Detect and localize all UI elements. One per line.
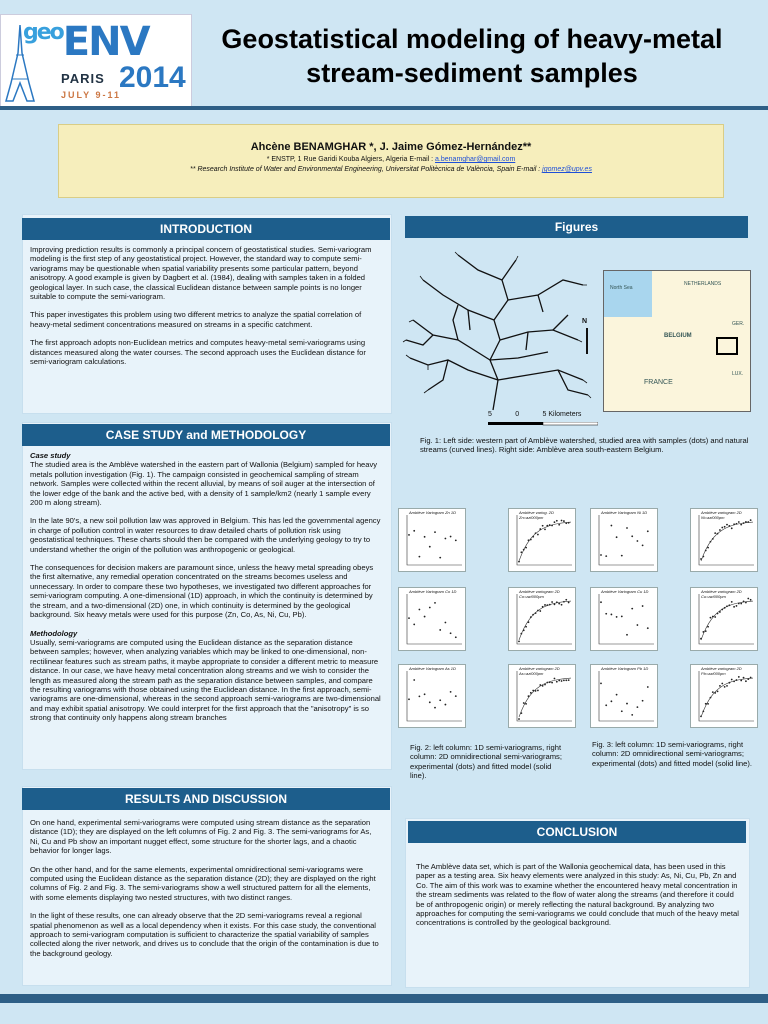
map-label: GER. bbox=[732, 321, 745, 327]
variogram-graph bbox=[690, 664, 758, 728]
fig1-caption: Fig. 1: Left side: western part of Amblève watershed, studied area with samples (dots) and natural streams (curved lines). Right side: Amblève area south-eastern Belgium. bbox=[420, 436, 749, 455]
variogram-title: Amblève Variogram Zn 1D bbox=[409, 510, 456, 515]
intro-paragraph: This paper investigates this problem using two different metrics to analyze the spatial correlation of heavy-metal sediment concentrations measured on streams in a specific catchment. bbox=[30, 310, 362, 329]
variogram-graph bbox=[508, 508, 576, 572]
intro-paragraph: Improving prediction results is commonly a principal concern of geostatistical studies. Semi-variogram modeling is the first step of any geostatistical project. However, the standard way to compute semi-variograms may be questionable when spatial variability presents some particular pattern, beyond anisotropy. A good example is given by Dagbert et al. (1984), dealing with samples taken in a folded geological layer. In such case, the classical Euclidean distance between sample points is no longer suitable to compute the semi-variogram. bbox=[30, 245, 372, 302]
geoenv-logo bbox=[0, 14, 192, 108]
variogram-title: Amblève variogram 2D Co=azi000pm bbox=[519, 589, 560, 599]
map-label: BELGIUM bbox=[664, 333, 692, 339]
variogram-graph bbox=[398, 508, 466, 572]
map-label: LUX. bbox=[732, 371, 744, 377]
logo-geo-text: geo bbox=[23, 20, 63, 45]
variogram-title: Amblève variogram 2D As=azi000pm bbox=[519, 666, 560, 676]
scale-label: 5 bbox=[542, 411, 547, 418]
results-paragraph: In the light of these results, one can already observe that the 2D semi-variograms reveal a regional spatial phenomenon as well as a local dependency when it exists. For this case study, the conventional approach to semi-variogram computation is sufficient to characterize the spatial variability of samples collected along the river network, and drives us to conclude that the origin of the contamination is due to the background geology. bbox=[30, 911, 379, 958]
variogram-graph bbox=[398, 587, 466, 651]
fig2-caption: Fig. 2: left column: 1D semi-variograms, right column: 2D omnidirectional semi-variograms; experimental (dots) and fitted model (solid line). bbox=[410, 743, 562, 781]
scale-label: 5 bbox=[488, 411, 492, 418]
intro-paragraph: The first approach adopts non-Euclidean metrics and computes heavy-metal semi-variograms using distances measured along the water courses. The second approach uses the Euclidean distance for semi-variogram calculations. bbox=[30, 338, 366, 367]
case-paragraph: Usually, semi-variograms are computed using the Euclidean distance as the separation distance between samples; however, when analyzing variables which may be linked to one-dimensional, non-rectilinear features such as stream paths, it maybe appropriate to consider a different metric to measure distance. In our case, we have heavy metal concentration along streams and we wish to consider the length as measured along the stream path as the separation distance between samples, and compare the resulting variograms with those obtained using the Euclidean distance. In the first approach, semi-variograms are one-dimensional, whereas in the second approach semi-variograms are two-dimensional and may exhibit spatial anisotropy. We could interpret for the first approach that the "anisotropy" is so strong that continuity only happens along stream branches bbox=[30, 637, 381, 723]
fig3-caption: Fig. 3: left column: 1D semi-variograms, right column: 2D omnidirectional semi-variograms; experimental (dots) and fitted model (solid line). bbox=[592, 740, 752, 768]
logo-year: 2014 bbox=[119, 61, 186, 94]
introduction-heading: INTRODUCTION bbox=[22, 218, 390, 240]
study-area-box bbox=[716, 337, 738, 355]
belgium-location-map bbox=[603, 270, 751, 412]
variogram-graph bbox=[398, 664, 466, 728]
scale-bar-graphic bbox=[488, 422, 598, 428]
north-sea-area bbox=[604, 271, 652, 317]
map-label: FRANCE bbox=[644, 379, 673, 386]
map-label: North Sea bbox=[610, 285, 633, 291]
authors-box bbox=[58, 124, 724, 198]
variogram-graph bbox=[690, 508, 758, 572]
variogram-title: Amblève Variogram Ni 1D bbox=[601, 510, 648, 515]
results-text bbox=[30, 818, 382, 967]
variogram-graph bbox=[690, 587, 758, 651]
scale-label: 0 bbox=[515, 411, 520, 418]
affiliation-2: ** Research Institute of Water and Environmental Engineering, Universitat Politècnica de València, Spain E-mail : jgomez@upv.es bbox=[190, 166, 592, 173]
results-paragraph: On one hand, experimental semi-variograms were computed using stream distance as the separation distance (1D); they are displayed on the left columns of Fig. 2 and Fig. 3. The semi-variograms for As, Ni, Cu and Pb show an important nugget effect, some structure for the shorter lags, and a chaotic behavior for longer lags. bbox=[30, 818, 372, 856]
variogram-graph bbox=[590, 508, 658, 572]
case-study-heading: CASE STUDY and METHODOLOGY bbox=[22, 424, 390, 446]
conclusion-text: The Amblève data set, which is part of the Wallonia geochemical data, has been used in this paper as a testing area. Six heavy elements were analyzed in this study: As, Ni, Cu, Pb, Zn and Co. The aim of this work was to examine whether the encountered heavy metal concentration in the stream sediments was related to the flow of water along the streams (and therefore it could be of anthropogenic origin) or merely reflecting the natural background. By analyzing two approaches for computing the semi-variograms we could conclude that much of the heavy metal concentrations is controlled by the geological background. bbox=[416, 862, 739, 928]
variogram-title: Amblève Variogram Co 1D bbox=[409, 589, 457, 594]
variogram-graph bbox=[508, 587, 576, 651]
email-link-1[interactable]: a.benamghar@gmail.com bbox=[435, 156, 516, 163]
introduction-text bbox=[30, 245, 382, 375]
conclusion-heading: CONCLUSION bbox=[408, 821, 746, 843]
map-scale-bar bbox=[488, 411, 600, 418]
logo-dates: JULY 9-11 bbox=[61, 90, 122, 100]
north-arrow-icon bbox=[586, 328, 588, 354]
north-label: N bbox=[582, 318, 588, 325]
case-paragraph: In the late 90's, a new soil pollution law was approved in Belgium. This has led the governmental agency in charge of pollution control in water resources to draw detailed charts of pollution risk using geostatistical techniques. These charts should then be compared with the underlying geology to try to understand whether the origin of the pollution was anthropogenic or geological. bbox=[30, 516, 381, 554]
variogram-graph bbox=[508, 664, 576, 728]
logo-env-text: ENV bbox=[62, 19, 149, 65]
author-names: Ahcène BENAMGHAR *, J. Jaime Gómez-Hernández** bbox=[250, 141, 532, 153]
variogram-title: Amblève Variogram Pb 1D bbox=[601, 666, 649, 671]
case-paragraph: The consequences for decision makers are paramount since, unless the heavy metal spreading obeys the first alternative, any remedial operation concentrated on the streams becomes useless and unnecessary. In order to compare these two hypotheses, we investigated two different approaches for semi-variogram computing. A one-dimensional (1D) approach, in which the continuity is determined by the stream, and a two-dimensional (2D) one, in which continuity is determined by the geological background. Six heavy metals were used for this purpose (Zn, Co, As, Ni, Cu, Pb). bbox=[30, 563, 374, 620]
variogram-title: Amblève Variogram As 1D bbox=[409, 666, 456, 671]
subheading-methodology: Methodology bbox=[30, 628, 78, 638]
top-divider bbox=[0, 106, 768, 110]
variogram-title: Amblève variogram 2D Pb=azi000pm bbox=[701, 666, 742, 676]
figures-heading: Figures bbox=[405, 216, 748, 238]
variogram-graph bbox=[590, 587, 658, 651]
subheading-case-study: Case study bbox=[30, 451, 71, 460]
variogram-graph bbox=[590, 664, 658, 728]
map-label: NETHERLANDS bbox=[684, 281, 722, 287]
ambleve-watershed-map bbox=[398, 240, 598, 420]
title-line-1: Geostatistical modeling of heavy-metal bbox=[221, 24, 723, 54]
case-study-text bbox=[30, 451, 382, 732]
case-paragraph: The studied area is the Amblève watershed in the eastern part of Wallonia (Belgium) sampled for heavy metals pollution investigation (Fig. 1). The campaign consisted in geochemical sampling of stream network. Samples were collected within the recent alluvial, by means of soil auger at the intersection of the lower edge of the bank and the active bed, with a density of 1 sample/km2 (nearly 1 sample every 200 m along stream). bbox=[30, 460, 378, 508]
affiliation-1: * ENSTP, 1 Rue Garidi Kouba Algiers, Algeria E-mail : a.benamghar@gmail.com bbox=[266, 156, 516, 163]
logo-city: PARIS bbox=[61, 71, 105, 86]
bottom-divider bbox=[0, 994, 768, 1003]
results-heading: RESULTS AND DISCUSSION bbox=[22, 788, 390, 810]
variogram-title: Amblève variog. 2D Zn=azi000pm bbox=[519, 510, 554, 520]
email-link-2[interactable]: jgomez@upv.es bbox=[542, 166, 592, 173]
results-paragraph: On the other hand, and for the same elements, experimental omnidirectional semi-variograms were computed using the Euclidean distance as the separation distance (2D); they are displayed on the right columns of Fig. 2 and Fig. 3. The semi-variograms show a well structured pattern for all the elements, with some elements displaying two nested structures, with two distinct ranges. bbox=[30, 864, 376, 902]
title-line-2: stream-sediment samples bbox=[306, 58, 638, 88]
variogram-title: Amblève Variogram Cu 1D bbox=[601, 589, 649, 594]
scale-label: Kilometers bbox=[548, 411, 582, 418]
variogram-title: Amblève variogram 2D Cu=azi000pm bbox=[701, 589, 742, 599]
variogram-title: Amblève variogram 2D Ni=azi000pm bbox=[701, 510, 742, 520]
poster-title bbox=[192, 22, 752, 90]
